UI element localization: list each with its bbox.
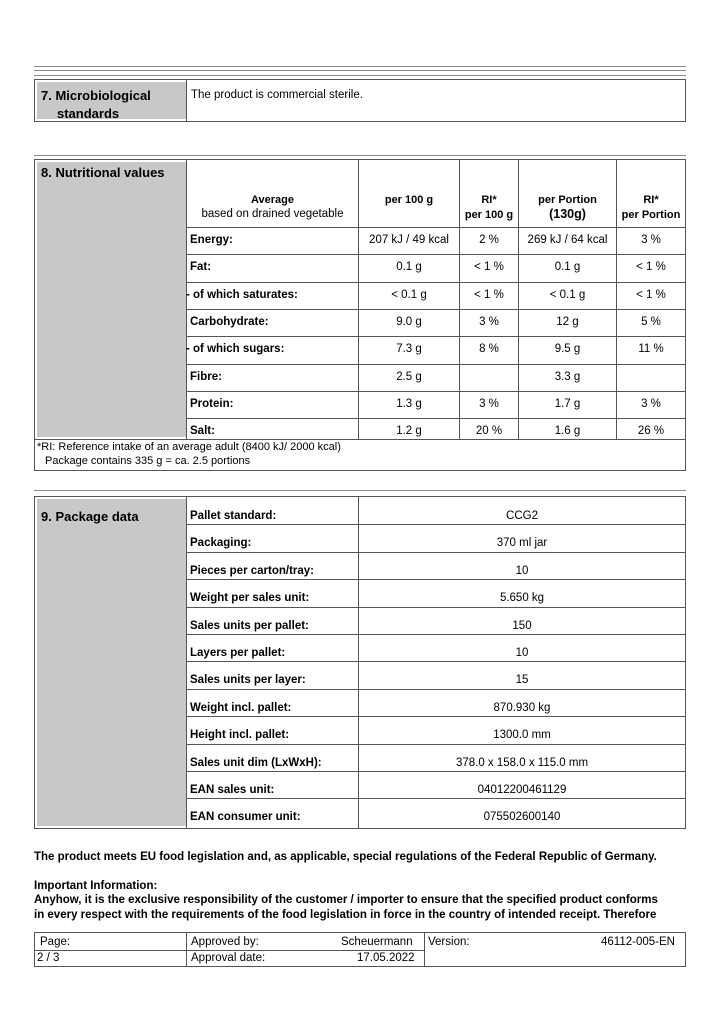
nutrition-label: Salt: — [190, 425, 215, 437]
package-label: Layers per pallet: — [190, 647, 286, 659]
header-rip-bottom: per Portion — [621, 209, 681, 221]
package-label: Packaging: — [190, 537, 252, 549]
micro-text: The product is commercial sterile. — [191, 89, 363, 101]
package-value: 5.650 kg — [499, 592, 545, 604]
top-rule-2 — [34, 70, 686, 71]
package-value: 15 — [515, 674, 529, 686]
section7-rule — [34, 75, 686, 76]
package-value: 1300.0 mm — [493, 729, 551, 741]
package-label: Pieces per carton/tray: — [190, 565, 315, 577]
nutrition-label: Fibre: — [190, 371, 222, 383]
micro-title-line2: standards — [57, 106, 120, 121]
nutrition-label: - of which saturates: — [186, 289, 298, 301]
nutrition-per100: 7.3 g — [396, 343, 422, 355]
nutrition-portion: 3.3 g — [554, 371, 581, 383]
nutrition-per100: 2.5 g — [396, 371, 422, 383]
nutrition-section — [34, 159, 686, 471]
header-per100: per 100 g — [384, 194, 434, 206]
header-rip-top: RI* — [643, 194, 659, 206]
microbiological-section — [34, 79, 686, 122]
nutrition-riportion: 3 % — [641, 398, 661, 410]
nutrition-label: Fat: — [190, 261, 212, 273]
package-title: 9. Package data — [41, 509, 139, 524]
footnote-package: Package contains 335 g = ca. 2.5 portions — [45, 455, 251, 467]
footer-version-value: 46112-005-EN — [601, 936, 675, 948]
package-label: Weight per sales unit: — [190, 592, 310, 604]
section-label-bg — [37, 499, 186, 826]
package-value: 10 — [515, 647, 529, 659]
footer-approved-by-value: Scheuermann — [341, 936, 413, 948]
footer-version-label: Version: — [428, 936, 470, 948]
nutrition-riportion: < 1 % — [636, 289, 666, 301]
nutrition-per100: 0.1 g — [396, 261, 422, 273]
section8-rule — [34, 155, 686, 156]
nutrition-ri100: 3 % — [479, 316, 499, 328]
footer-approval-date-value: 17.05.2022 — [357, 952, 415, 964]
top-rule — [34, 66, 686, 67]
nutrition-portion: 1.7 g — [554, 398, 581, 410]
nutrition-portion: 269 kJ / 64 kcal — [527, 234, 608, 246]
important-line2: in every respect with the requirements of the food legislation in force in the country of intended receipt. Therefore — [34, 909, 657, 921]
nutrition-label: Energy: — [190, 234, 233, 246]
package-value: 04012200461129 — [477, 784, 567, 796]
header-average: Average — [250, 194, 294, 206]
nutrition-riportion: 11 % — [638, 343, 664, 355]
footer-approval-date-label: Approval date: — [191, 952, 266, 964]
header-portion-top: per Portion — [538, 194, 597, 206]
nutrition-ri100: 3 % — [479, 398, 499, 410]
package-value: CCG2 — [506, 510, 538, 522]
package-section — [34, 496, 686, 829]
nutrition-riportion: 26 % — [637, 425, 665, 437]
package-value: 378.0 x 158.0 x 115.0 mm — [455, 757, 589, 769]
package-label: Sales unit dim (LxWxH): — [190, 757, 322, 769]
package-value: 370 ml jar — [496, 537, 548, 549]
package-label: Sales units per pallet: — [190, 620, 309, 632]
package-value: 075502600140 — [483, 811, 561, 823]
package-value: 870.930 kg — [493, 702, 551, 714]
footer-table — [34, 932, 686, 967]
nutrition-portion: 1.6 g — [554, 425, 581, 437]
package-label: Pallet standard: — [190, 510, 277, 522]
footer-page-label: Page: — [40, 936, 71, 948]
package-label: Weight incl. pallet: — [190, 702, 292, 714]
package-value: 150 — [512, 620, 532, 632]
section-label-bg — [37, 162, 186, 437]
section9-rule — [34, 490, 686, 491]
package-label: EAN sales unit: — [190, 784, 275, 796]
nutrition-label: Carbohydrate: — [190, 316, 269, 328]
package-label: Sales units per layer: — [190, 674, 306, 686]
nutrition-ri100: < 1 % — [474, 289, 504, 301]
nutrition-riportion: 3 % — [641, 234, 661, 246]
nutrition-ri100: 8 % — [479, 343, 499, 355]
nutrition-portion: < 0.1 g — [549, 289, 586, 301]
nutrition-portion: 9.5 g — [554, 343, 581, 355]
nutrition-per100: < 0.1 g — [391, 289, 427, 301]
nutrition-title: 8. Nutritional values — [41, 165, 165, 180]
nutrition-per100: 1.2 g — [396, 425, 422, 437]
important-line1: Anyhow, it is the exclusive responsibility of the customer / importer to ensure that the specified product conforms — [34, 894, 658, 906]
header-portion-bottom: (130g) — [549, 207, 586, 221]
package-label: EAN consumer unit: — [190, 811, 301, 823]
package-value: 10 — [515, 565, 529, 577]
footer-page-value: 2 / 3 — [37, 952, 60, 964]
nutrition-portion: 0.1 g — [554, 261, 581, 273]
header-ri-top: RI* — [481, 194, 497, 206]
header-average-sub: based on drained vegetable — [201, 208, 344, 220]
important-title: Important Information: — [34, 880, 158, 892]
nutrition-ri100: 20 % — [475, 425, 503, 437]
nutrition-label: Protein: — [190, 398, 234, 410]
footer-approved-by-label: Approved by: — [191, 936, 259, 948]
nutrition-label: - of which sugars: — [186, 343, 285, 355]
nutrition-ri100: < 1 % — [474, 261, 504, 273]
nutrition-per100: 207 kJ / 49 kcal — [369, 234, 449, 246]
nutrition-riportion: < 1 % — [636, 261, 666, 273]
footnote-ri: *RI: Reference intake of an average adult (8400 kJ/ 2000 kcal) — [37, 441, 341, 453]
micro-title-line1: 7. Microbiological — [41, 88, 151, 103]
nutrition-per100: 1.3 g — [396, 398, 422, 410]
nutrition-riportion: 5 % — [641, 316, 661, 328]
legislation-statement: The product meets EU food legislation and, as applicable, special regulations of the Federal Republic of Germany. — [34, 851, 657, 863]
header-ri-bottom: per 100 g — [464, 209, 514, 221]
nutrition-portion: 12 g — [556, 316, 579, 328]
package-label: Height incl. pallet: — [190, 729, 290, 741]
nutrition-per100: 9.0 g — [396, 316, 422, 328]
nutrition-ri100: 2 % — [479, 234, 499, 246]
